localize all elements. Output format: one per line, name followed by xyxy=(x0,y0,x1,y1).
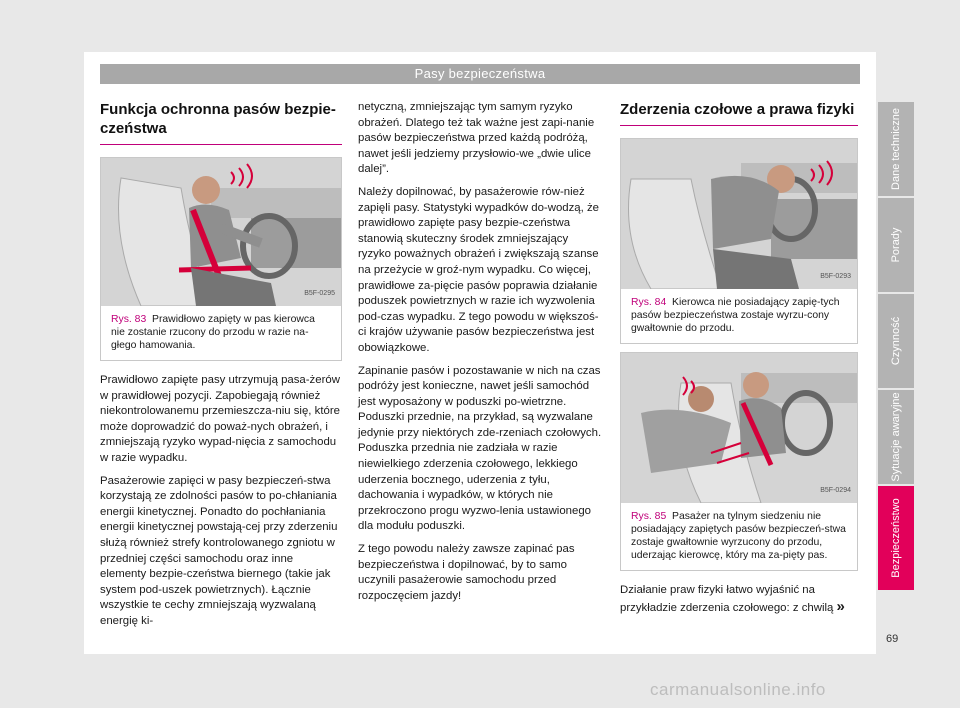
tab-sytuacje-awaryjne[interactable] xyxy=(878,390,914,484)
rear-passenger-drawing xyxy=(621,353,857,503)
figure-caption-text: Kierowca nie posiadający zapię-tych pasów bezpieczeństwa zostaje wyrzu-cony gwałtownie do przodu. xyxy=(631,297,840,334)
paragraph: Pasażerowie zapięci w pasy bezpieczeń-stwa korzystają ze zdolności pasów to po-chłaniania energii kinetycznej. Ponadto do pochłaniania energii kinetycznej powstają-cej przy zderzeniu służą również strefy kontrolowanego zgniotu w przedniej części samochodu oraz inne elementy bezpie-czeństwa biernego (takie jak system pod-uszek powietrznych). Łącznie wszystkie te cechy zmniejszają wyzwalaną energię ki- xyxy=(100,474,338,627)
tab-dane-techniczne[interactable] xyxy=(878,102,914,196)
tab-label: Sytuacje awaryjne xyxy=(890,392,902,482)
paragraph: netyczną, zmniejszając tym samym ryzyko obrażeń. Dlatego też tak ważne jest zapi-nanie pasów bezpieczeństwa przed każdą podróżą, nawet jeśli jedziemy przysłowio-we „dwie ulice dalej”. xyxy=(358,101,595,176)
driver-belted-drawing xyxy=(101,158,341,306)
figure-caption xyxy=(101,306,341,360)
section-heading: Zderzenia czołowe a prawa fizyki xyxy=(620,101,855,118)
figure-caption-text: Prawidłowo zapięty w pas kierowca nie zostanie rzucony do przodu w razie na-głego hamowania. xyxy=(111,314,315,351)
continue-mark: » xyxy=(836,597,845,615)
driver-belted-illustration xyxy=(101,158,341,306)
section-heading: Funkcja ochronna pasów bezpie-czeństwa xyxy=(100,101,336,137)
right-column xyxy=(620,100,858,623)
left-column xyxy=(100,100,342,637)
section-heading-wrap xyxy=(620,100,858,126)
tab-bezpieczenstwo[interactable] xyxy=(878,486,914,590)
driver-unbelted-drawing xyxy=(621,139,857,289)
section-heading-wrap xyxy=(100,100,342,145)
figure-83 xyxy=(100,157,342,361)
figure-84 xyxy=(620,138,858,344)
figure-label: Rys. 85 xyxy=(631,511,667,522)
paragraph xyxy=(620,583,858,616)
figure-85 xyxy=(620,352,858,571)
paragraph: Prawidłowo zapięte pasy utrzymują pasa-żerów w prawidłowej pozycji. Zapobiegają również niekontrolowanemu przemieszcza-niu się, które może doprowadzić do poważ-nych obrażeń, i zmniejszają ryzyko wypad-nięcia z samochodu w razie wypadku. xyxy=(100,374,340,464)
paragraph: Z tego powodu należy zawsze zapinać pas bezpieczeństwa i dopilnować, by to samo uczynili pasażerowie samochodu przed rozpoczęciem jazdy! xyxy=(358,543,575,602)
middle-column xyxy=(358,100,602,611)
tab-label: Bezpieczeństwo xyxy=(890,498,902,578)
paragraph: Zapinanie pasów i pozostawanie w nich na czas podróży jest konieczne, nawet jeśli samochód jest wyposażony w poduszki po-wietrzne. Poduszki przednie, na przykład, są wyzwalane jedynie przy niektórych zde-rzeniach czołowych. Poduszka przednia nie zadziała w razie niewielkiego zderzenia czołowego, lekkiego uderzenia bocznego, uderzenia z tyłu, dachowania i wypadków, w których nie przekroczono progu wyzwo-lenia ustawionego dla modułu poduszki. xyxy=(358,364,602,533)
tab-label: Porady xyxy=(890,227,902,263)
watermark: carmanualsonline.info xyxy=(650,680,826,699)
paragraph-text: Działanie praw fizyki łatwo wyjaśnić na przykładzie zderzenia czołowego: z chwilą xyxy=(620,584,834,614)
page-header: Pasy bezpieczeństwa xyxy=(100,64,860,84)
tab-label: Dane techniczne xyxy=(890,108,902,190)
tab-label: Czynność xyxy=(890,316,902,366)
figure-code: B5F-0295 xyxy=(304,290,335,298)
driver-unbelted-illustration xyxy=(621,139,857,289)
figure-code: B5F-0294 xyxy=(820,487,851,495)
page-number: 69 xyxy=(886,633,899,645)
paragraph: Należy dopilnować, by pasażerowie rów-nież zapięli pasy. Statystyki wypadków do-wodzą, że prawidłowo zapięte pasy bezpie-czeństwa stanowią skuteczny środek zmniejszający ryzyko poważnych obrażeń i zwiększają szanse na przeżycie w groź-nym wypadku. Co więcej, prawidłowe za-pięcie pasów poprawia działanie poduszek powietrznych w razie ich wyzwolenia pod-czas wypadku. Z tego powodu w większoś-ci krajów używanie pasów bezpieczeństwa jest obowiązkowe. xyxy=(358,185,599,354)
figure-code: B5F-0293 xyxy=(820,273,851,281)
rear-passenger-illustration xyxy=(621,353,857,503)
figure-caption xyxy=(621,289,857,343)
figure-caption-text: Pasażer na tylnym siedzeniu nie posiadający zapiętych pasów bezpieczeń-stwa zostaje gwałtownie wyrzucony do przodu, uderzając kierowcę, który ma za-pięty pas. xyxy=(631,511,846,561)
figure-label: Rys. 84 xyxy=(631,297,667,308)
figure-label: Rys. 83 xyxy=(111,314,147,325)
figure-caption xyxy=(621,503,857,570)
chapter-tabs xyxy=(878,102,914,592)
tab-czynnosc[interactable] xyxy=(878,294,914,388)
tab-porady[interactable] xyxy=(878,198,914,292)
